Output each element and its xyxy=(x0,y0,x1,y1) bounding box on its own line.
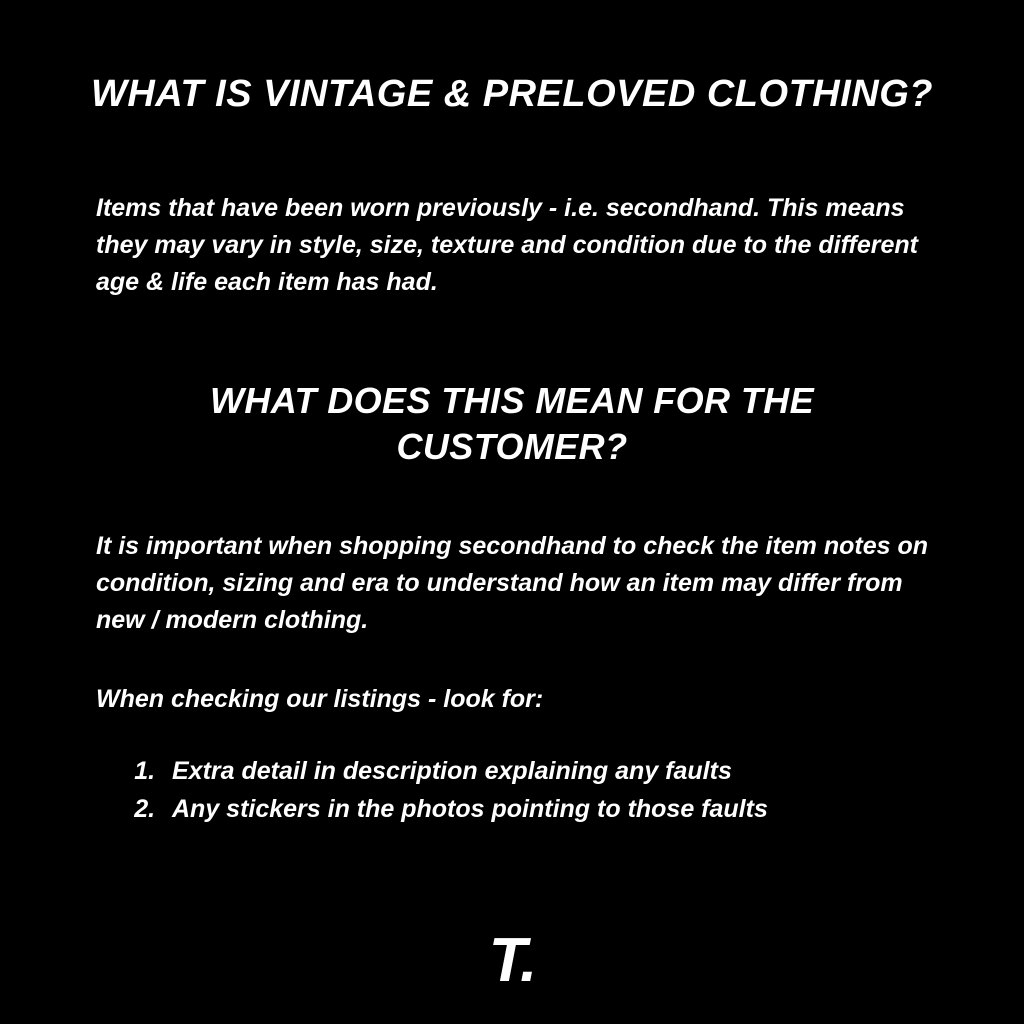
list-item: 2. Any stickers in the photos pointing to those faults xyxy=(162,790,1002,828)
paragraph-look-for: When checking our listings - look for: xyxy=(96,685,544,713)
heading-vintage-preloved: WHAT IS VINTAGE & PRELOVED CLOTHING? xyxy=(90,73,934,115)
brand-logo: T. xyxy=(488,926,536,995)
heading-customer-meaning: WHAT DOES THIS MEAN FOR THE CUSTOMER? xyxy=(209,380,815,468)
paragraph-shopping-advice: It is important when shopping secondhand to check the item notes on condition, sizing and era to understand how an item may differ from new / modern clothing. xyxy=(96,532,929,634)
list-item: 1. Extra detail in description explaining any faults xyxy=(162,752,1002,790)
paragraph-definition: Items that have been worn previously - i.e. secondhand. This means they may vary in style, size, texture and condition due to the different age & life each item has had. xyxy=(96,194,918,296)
checklist xyxy=(96,752,1002,828)
